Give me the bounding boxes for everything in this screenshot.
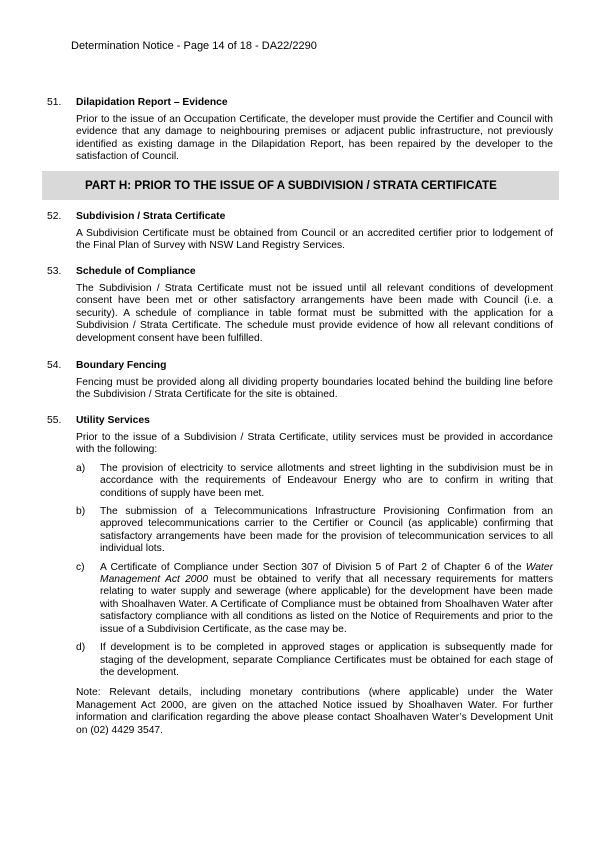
condition-54 xyxy=(47,360,553,408)
sub-item-text: If development is to be completed in approved stages or application is subsequently made for staging of the development, separate Compliance Certificates must be obtained for each stage of the development. xyxy=(100,642,553,678)
sub-item-letter: b) xyxy=(76,506,86,518)
condition-text: A Subdivision Certificate must be obtained from Council or an accredited certifier prior to lodgement of the Final Plan of Survey with NSW Land Registry Services. xyxy=(76,228,553,252)
condition-number: 52. xyxy=(47,211,62,222)
sub-item-text: The submission of a Telecommunications Infrastructure Provisioning Confirmation from an approved telecommunications carrier to the Certifier or Council (as applicable) confirming that satisfactory arrangements have been made for the provision of telecommunication services to all individual lots. xyxy=(100,506,553,555)
sub-item-c xyxy=(76,562,553,636)
page-header: Determination Notice - Page 14 of 18 - DA22/2290 xyxy=(71,40,317,52)
part-h-title: PART H: PRIOR TO THE ISSUE OF A SUBDIVISION / STRATA CERTIFICATE xyxy=(85,179,497,192)
condition-53 xyxy=(47,266,553,351)
sub-item-b xyxy=(76,506,553,556)
condition-number: 53. xyxy=(47,266,62,277)
condition-title: Boundary Fencing xyxy=(76,360,167,371)
note-text: Note: Relevant details, including monetary contributions (where applicable) under the Water Management Act 2000, are given on the attached Notice issued by Shoalhaven Water. For further information and clarification regarding the above please contact Shoalhaven Water’s Development Unit on (02) 4429 3547. xyxy=(76,687,553,736)
condition-text: Prior to the issue of an Occupation Certificate, the developer must provide the Certifier and Council with evidence that any damage to neighbouring premises or adjacent public infrastructure, not previously identified as existing damage in the Dilapidation Report, has been repaired by the developer to the satisfaction of Council. xyxy=(76,114,553,163)
condition-text: The Subdivision / Strata Certificate must not be issued until all relevant conditions of development consent have been met or other satisfactory arrangements have been made with Council (i.e. a security). A schedule of compliance in table format must be submitted with the application for a Subdivision / Strata Certificate. The schedule must provide evidence of how all relevant conditions of development consent have been fulfilled. xyxy=(76,283,553,344)
act-name: Water Management Act 2000 xyxy=(100,561,553,586)
condition-52 xyxy=(47,211,553,259)
condition-title: Utility Services xyxy=(76,415,150,426)
condition-51 xyxy=(47,97,553,170)
sub-item-d xyxy=(76,642,553,679)
part-h-heading xyxy=(42,171,559,200)
condition-number: 55. xyxy=(47,415,62,426)
sub-item-text-pre: A Certificate of Compliance under Section 307 of Division 5 of Part 2 of Chapter 6 of the xyxy=(100,561,526,573)
condition-text: Prior to the issue of a Subdivision / Strata Certificate, utility services must be provided in accordance with the following: xyxy=(76,432,553,456)
condition-title: Subdivision / Strata Certificate xyxy=(76,211,226,222)
sub-item-letter: c) xyxy=(76,561,85,573)
condition-title: Schedule of Compliance xyxy=(76,266,196,277)
sub-item-a xyxy=(76,463,553,500)
condition-number: 54. xyxy=(47,360,62,371)
condition-text: Fencing must be provided along all dividing property boundaries located behind the building line before the Subdivision / Strata Certificate for the site is obtained. xyxy=(76,377,553,401)
sub-item-letter: d) xyxy=(76,642,86,654)
sub-item-letter: a) xyxy=(76,462,86,474)
condition-title: Dilapidation Report – Evidence xyxy=(76,97,228,108)
condition-number: 51. xyxy=(47,97,62,108)
sub-item-text-post: must be obtained to verify that all necessary requirements for matters relating to water supply and sewerage (where applicable) for the development have been made with Shoalhaven Water. A Certificate of Compliance must be obtained from Shoalhaven Water after satisfactory compliance with all conditions as listed on the Notice of Requirements and prior to the issue of a Subdivision Certificate, as the case may be. xyxy=(100,574,553,635)
condition-55 xyxy=(47,415,553,743)
sub-item-text: The provision of electricity to service allotments and street lighting in the subdivision must be in accordance with the requirements of Endeavour Energy who are to confirm in writing that conditions of supply have been met. xyxy=(100,462,553,499)
